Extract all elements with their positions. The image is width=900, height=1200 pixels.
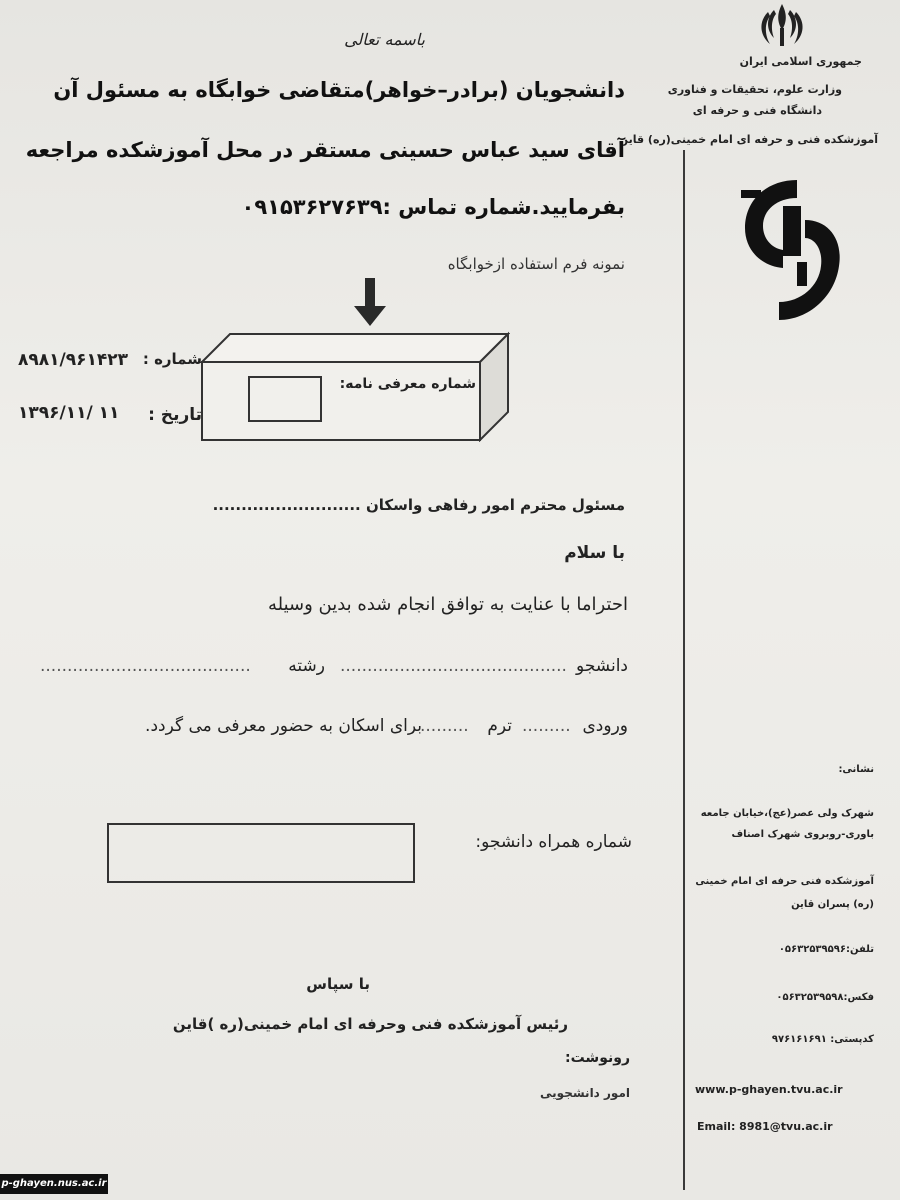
entry-dots: .........	[522, 716, 571, 736]
address-label: نشانی:	[838, 764, 874, 775]
term-label: ترم	[487, 716, 512, 736]
iran-emblem-icon	[752, 0, 812, 50]
letter-greeting: با سلام	[564, 543, 625, 563]
notice-line-2: آقای سید عباس حسینی مستقر در محل آموزشکده مراجعه	[25, 138, 625, 162]
sidebar-email: Email: 8981@tvu.ac.ir	[697, 1120, 833, 1133]
notice-line-3: بفرمایید.شماره تماس :۰۹۱۵۳۶۲۷۶۳۹	[241, 195, 625, 219]
sidebar-postal: کدپستی: ۹۷۶۱۶۱۶۹۱	[771, 1034, 874, 1045]
letter-number-value: ۸۹۸۱/۹۶۱۴۲۳	[18, 350, 128, 370]
letter-number-label: شماره :	[142, 350, 202, 368]
phone-field	[107, 823, 415, 883]
student-label: دانشجو	[576, 656, 628, 676]
column-divider	[683, 150, 685, 1190]
header-college: آموزشکده فنی و حرفه ای امام خمینی(ره) قاین	[618, 133, 878, 146]
letter-date-value: ۱۳۹۶/۱۱/ ۱۱	[18, 403, 120, 423]
entry-label: ورودی	[582, 716, 628, 736]
major-dots: .......................................	[40, 656, 251, 676]
header-republic: جمهوری اسلامی ایران	[739, 55, 862, 68]
sidebar-website: www.p-ghayen.tvu.ac.ir	[695, 1083, 843, 1096]
closing-thanks: با سپاس	[306, 975, 370, 993]
sample-form-label: نمونه فرم استفاده ازخوابگاه	[447, 255, 625, 273]
address-line-1: شهرک ولی عصر(عج)،خیابان جامعه	[700, 808, 874, 819]
closing-signatory: رئیس آموزشکده فنی وحرفه ای امام خمینی(ره )قاین	[172, 1015, 568, 1033]
letter-body-line-3: برای اسکان به حضور معرفی می گردد.	[145, 716, 422, 736]
sidebar-college-1: آموزشکده فنی حرفه ای امام خمینی	[695, 876, 874, 887]
letter-body-line-1: احتراما با عنایت به توافق انجام شده بدین وسیله	[267, 594, 628, 615]
term-dots: .........	[420, 716, 469, 736]
cc-value: امور دانشجویی	[540, 1086, 630, 1100]
header-university: دانشگاه فنی و حرفه ای	[692, 104, 822, 117]
arrow-down-icon	[352, 278, 388, 328]
address-line-2: باوری-روبروی شهرک اصناف	[731, 829, 874, 840]
letter-addressee: مسئول محترم امور رفاهی واسکان ..........................	[212, 496, 625, 514]
sidebar-phone: تلفن:۰۵۶۳۲۵۳۹۵۹۶	[778, 944, 874, 955]
header-ministry: وزارت علوم، تحقیقات و فناوری	[667, 83, 842, 96]
cc-label: رونوشت:	[565, 1050, 630, 1066]
notice-line-1: دانشجویان (برادر–خواهر)متقاضی خوابگاه به مسئول آن	[53, 78, 625, 102]
sidebar-college-2: (ره) پسران قاین	[791, 899, 874, 910]
major-label: رشته	[288, 656, 325, 676]
sidebar-fax: فکس:۰۵۶۳۲۵۳۹۵۹۸	[776, 992, 874, 1003]
basmala: باسمه تعالی	[344, 30, 425, 49]
phone-label: شماره همراه دانشجو:	[475, 832, 632, 852]
intro-number-field	[248, 376, 322, 422]
student-dots: ..........................................	[340, 656, 567, 676]
letter-date-label: تاریخ :	[148, 405, 202, 425]
watermark-badge: p-ghayen.nus.ac.ir	[0, 1174, 108, 1194]
intro-number-label: شماره معرفی نامه:	[339, 376, 476, 392]
tvu-logo-icon	[727, 170, 847, 330]
